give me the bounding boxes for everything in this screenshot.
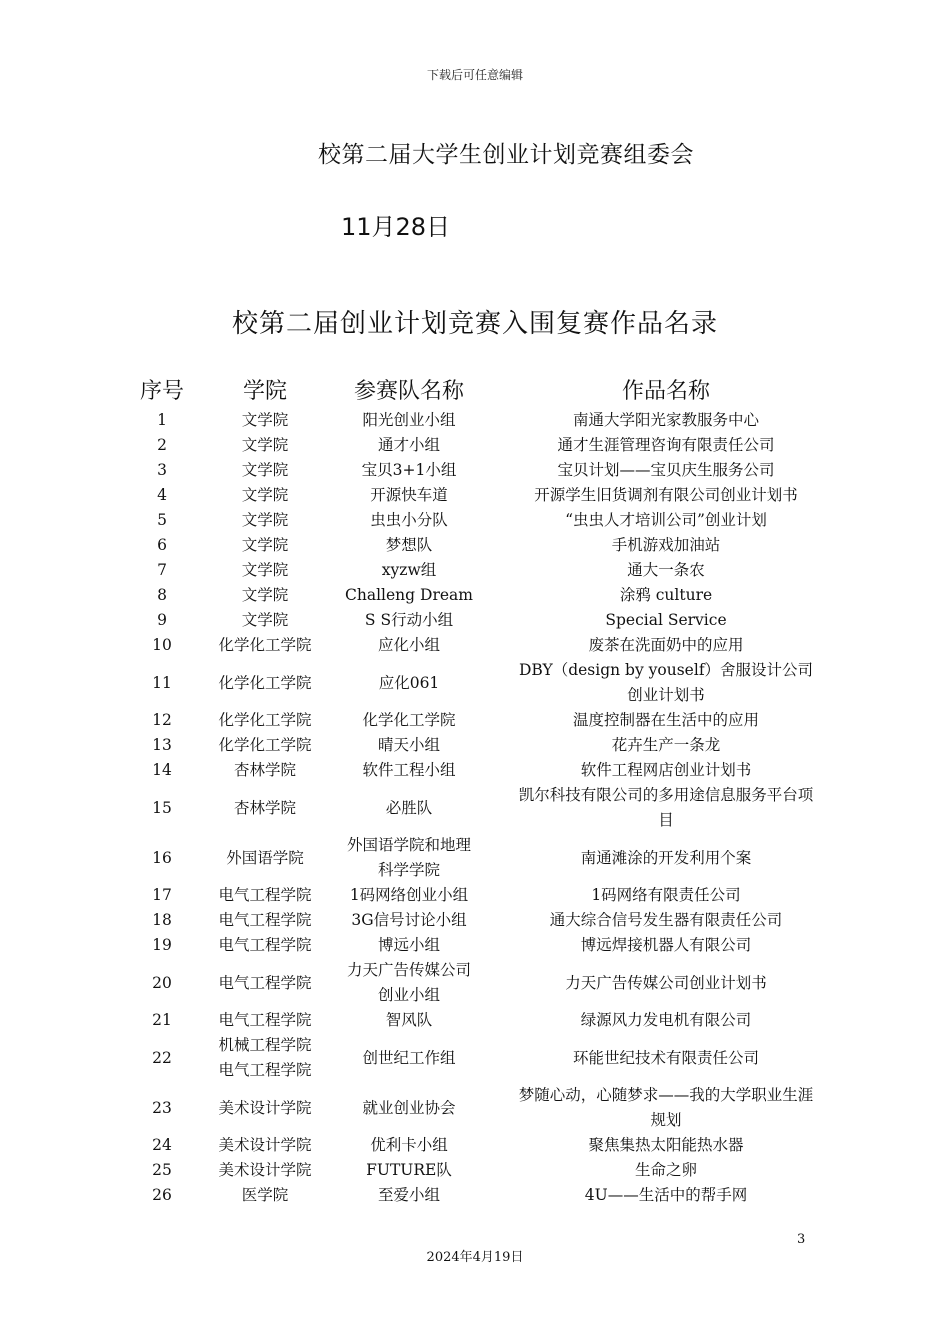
row-school: 文学院 [241,511,289,529]
row-team-name: 至爱小组 [377,1186,440,1204]
row-school: 化学化工学院 [218,736,312,754]
table-row [112,433,832,458]
row-number: 4 [157,486,167,504]
row-work-title: 通大一条农 [627,561,705,579]
row-team-name: 晴天小组 [377,736,440,754]
row-work-title: DBY（design by youself）舍服设计公司 创业计划书 [518,661,814,704]
row-school: 电气工程学院 [218,911,312,929]
row-number: 14 [152,761,172,779]
table-row [112,958,832,1008]
row-school: 文学院 [241,536,289,554]
row-number: 25 [152,1161,172,1179]
row-number: 13 [152,736,172,754]
table-row [112,883,832,908]
row-work-title: 废茶在洗面奶中的应用 [588,636,744,654]
table-row [112,533,832,558]
table-row [112,1183,832,1208]
table-row [112,508,832,533]
row-team-name: 软件工程小组 [362,761,456,779]
column-header-work: 作品名称 [621,378,710,404]
table-row [112,1158,832,1183]
table-row [112,408,832,433]
row-work-title: 1码网络有限责任公司 [591,886,741,904]
table-row [112,458,832,483]
row-school: 文学院 [241,611,289,629]
row-team-name: 1码网络创业小组 [349,886,469,904]
table-row [112,1083,832,1133]
row-number: 26 [152,1186,172,1204]
table-row [112,758,832,783]
row-school: 杏林学院 [233,798,296,817]
row-work-title: 梦随心动，心随梦求——我的大学职业生涯 规划 [518,1086,814,1129]
row-school: 美术设计学院 [218,1136,312,1154]
row-number: 16 [152,848,172,867]
table-row [112,658,832,708]
row-school: 文学院 [241,411,289,429]
row-number: 17 [152,886,172,904]
row-work-title: 绿源风力发电机有限公司 [580,1011,752,1029]
table-row [112,933,832,958]
row-team-name: 必胜队 [385,798,433,817]
row-school: 电气工程学院 [218,973,312,992]
list-title: 校第二届创业计划竞赛入围复赛作品名录 [231,309,718,339]
table-row [112,583,832,608]
row-number: 18 [152,911,172,929]
column-header-school: 学院 [242,378,287,404]
row-team-name: 梦想队 [385,536,433,554]
table-row [112,833,832,883]
row-school: 电气工程学院 [218,936,312,954]
row-school: 化学化工学院 [218,636,312,654]
row-school: 机械工程学院 电气工程学院 [218,1036,312,1079]
footer-date: 2024年4月19日 [426,1250,524,1265]
row-work-title: 4U——生活中的帮手网 [584,1186,748,1204]
row-team-name: 智风队 [385,1011,433,1029]
table-row [112,1008,832,1033]
row-school: 医学院 [241,1186,289,1204]
row-work-title: Special Service [605,611,727,629]
row-team-name: 3G信号讨论小组 [351,911,467,929]
row-team-name: 宝贝3+1小组 [361,461,457,479]
row-school: 文学院 [241,436,289,454]
row-work-title: 聚焦集热太阳能热水器 [588,1136,744,1154]
table-body [112,408,832,1208]
row-team-name: 化学化工学院 [362,711,456,729]
table-row [112,1033,832,1083]
row-school: 美术设计学院 [218,1098,312,1117]
row-number: 5 [157,511,167,529]
table-row [112,608,832,633]
table-row [112,783,832,833]
table-row [112,708,832,733]
row-school: 文学院 [241,586,289,604]
row-school: 电气工程学院 [218,1011,312,1029]
row-work-title: 通才生涯管理咨询有限责任公司 [557,436,775,454]
row-school: 文学院 [241,486,289,504]
row-number: 2 [157,436,167,454]
table-row [112,633,832,658]
row-team-name: 应化061 [378,673,440,692]
row-team-name: xyzw组 [381,561,437,579]
row-team-name: S S行动小组 [364,611,454,629]
table-row [112,558,832,583]
row-work-title: 软件工程网店创业计划书 [580,761,752,779]
row-work-title: 环能世纪技术有限责任公司 [572,1048,759,1067]
page-header-note: 下载后可任意编辑 [426,68,523,82]
row-work-title: 凯尔科技有限公司的多用途信息服务平台项 目 [518,786,814,829]
row-number: 19 [152,936,172,954]
row-work-title: 手机游戏加油站 [611,536,721,554]
row-work-title: 通大综合信号发生器有限责任公司 [549,911,783,929]
row-work-title: 宝贝计划——宝贝庆生服务公司 [557,461,775,479]
table-row [112,733,832,758]
row-work-title: 生命之卵 [634,1161,697,1179]
row-team-name: FUTURE队 [366,1161,452,1179]
row-school: 化学化工学院 [218,711,312,729]
row-team-name: 创世纪工作组 [362,1048,456,1067]
row-school: 电气工程学院 [218,886,312,904]
row-work-title: 南通滩涂的开发利用个案 [580,848,752,867]
document-date: 11月28日 [341,213,451,241]
row-number: 7 [157,561,167,579]
row-number: 1 [157,411,167,429]
row-work-title: 开源学生旧货调剂有限公司创业计划书 [534,486,798,504]
table-header [112,370,832,408]
row-school: 美术设计学院 [218,1161,312,1179]
row-number: 21 [152,1011,172,1029]
row-work-title: 力天广告传媒公司创业计划书 [565,973,767,992]
row-number: 9 [157,611,167,629]
row-team-name: 开源快车道 [370,486,448,504]
table-row [112,908,832,933]
row-team-name: 阳光创业小组 [362,411,456,429]
row-school: 文学院 [241,461,289,479]
row-work-title: “虫虫人才培训公司”创业计划 [565,511,767,529]
row-school: 化学化工学院 [218,673,312,692]
table-row [112,483,832,508]
row-number: 12 [152,711,172,729]
row-number: 24 [152,1136,172,1154]
row-number: 11 [152,673,172,692]
row-school: 外国语学院 [226,848,304,867]
row-team-name: 应化小组 [377,636,440,654]
row-work-title: 温度控制器在生活中的应用 [572,711,759,729]
organizing-committee: 校第二届大学生创业计划竞赛组委会 [318,142,694,168]
row-team-name: 就业创业协会 [362,1098,456,1117]
row-team-name: 优利卡小组 [370,1136,448,1154]
row-team-name: 虫虫小分队 [370,511,448,529]
row-team-name: 力天广告传媒公司 创业小组 [346,961,471,1004]
row-work-title: 涂鸦 culture [619,586,713,604]
row-work-title: 花卉生产一条龙 [611,736,721,754]
row-work-title: 博远焊接机器人有限公司 [580,936,752,954]
row-school: 文学院 [241,561,289,579]
row-team-name: 博远小组 [377,936,440,954]
row-school: 杏林学院 [233,761,296,779]
row-team-name: 外国语学院和地理 科学学院 [346,836,471,879]
row-work-title: 南通大学阳光家教服务中心 [572,411,759,429]
row-number: 15 [152,798,172,817]
row-number: 23 [152,1098,172,1117]
row-number: 20 [152,973,172,992]
finalist-table [112,370,832,1208]
row-team-name: 通才小组 [377,436,440,454]
row-number: 22 [152,1048,172,1067]
page-number: 3 [797,1232,806,1247]
column-header-team: 参赛队名称 [353,378,464,404]
row-number: 8 [157,586,167,604]
row-team-name: Challeng Dream [345,586,473,604]
row-number: 10 [152,636,172,654]
row-number: 6 [157,536,167,554]
column-header-number: 序号 [139,378,184,404]
row-number: 3 [157,461,167,479]
table-row [112,1133,832,1158]
